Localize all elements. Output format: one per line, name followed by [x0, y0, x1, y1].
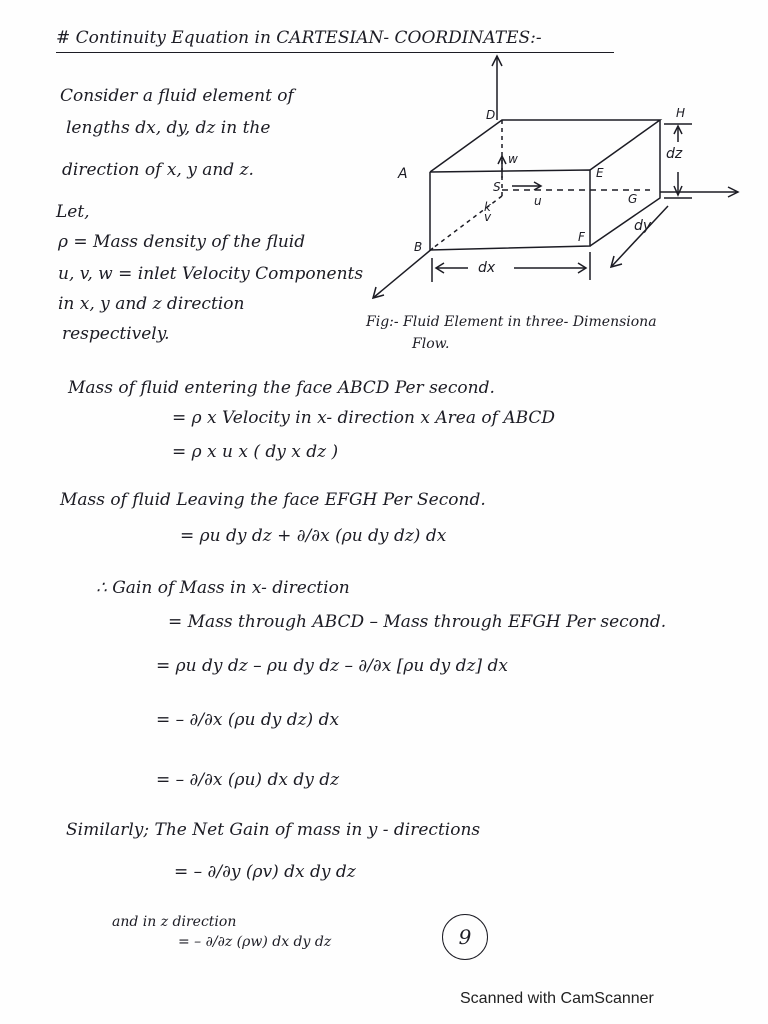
similarly-heading: Similarly; The Net Gain of mass in y - directions [66, 820, 481, 840]
page-title: # Continuity Equation in CARTESIAN- COORDINATES:- [56, 28, 542, 48]
label-a: A [398, 166, 408, 182]
leaving-line-1: = ρu dy dz + ∂/∂x (ρu dy dz) dx [180, 526, 447, 546]
y-axis-line [373, 248, 433, 298]
entering-heading: Mass of fluid entering the face ABCD Per second. [68, 378, 495, 398]
similarly-line-1: = – ∂/∂y (ρv) dx dy dz [174, 862, 356, 882]
figure-caption: Fig:- Fluid Element in three- Dimensiona [366, 314, 657, 330]
label-s: S [493, 180, 501, 194]
top-face [430, 120, 660, 172]
z-direction-heading: and in z direction [112, 914, 237, 930]
z-direction-line-1: = – ∂/∂z (ρw) dx dy dz [178, 934, 332, 950]
label-k: k [484, 200, 491, 214]
label-e: E [596, 166, 604, 180]
label-b: B [414, 240, 423, 254]
hidden-edge-diagonal [433, 196, 502, 248]
label-f: F [578, 230, 585, 244]
label-dy: dy [634, 218, 652, 234]
label-v: v [484, 210, 492, 224]
gain-x-line-2: = ρu dy dz – ρu dy dz – ∂/∂x [ρu dy dz] dx [156, 656, 508, 676]
intro-line-1: Consider a fluid element of [60, 86, 294, 106]
label-dx: dx [478, 260, 496, 276]
intro-line-2: lengths dx, dy, dz in the [66, 118, 271, 138]
entering-line-2: = ρ x u x ( dy x dz ) [172, 442, 339, 462]
let-line-respectively: respectively. [62, 324, 170, 344]
gain-x-line-1: = Mass through ABCD – Mass through EFGH Per second. [168, 612, 667, 632]
page-number: 9 [442, 914, 488, 960]
gain-x-line-3: = – ∂/∂x (ρu dy dz) dx [156, 710, 340, 730]
scanner-watermark: Scanned with CamScanner [460, 990, 654, 1007]
let-heading: Let, [56, 202, 90, 222]
label-u: u [534, 194, 542, 208]
let-line-velocity: u, v, w = inlet Velocity Components [58, 264, 364, 284]
label-h: H [676, 106, 686, 120]
let-line-direction: in x, y and z direction [58, 294, 245, 314]
label-d: D [486, 108, 496, 122]
gain-x-line-4: = – ∂/∂x (ρu) dx dy dz [156, 770, 340, 790]
let-line-density: ρ = Mass density of the fluid [58, 232, 306, 252]
figure-caption-line-2: Flow. [412, 336, 450, 352]
entering-line-1: = ρ x Velocity in x- direction x Area of ABCD [172, 408, 556, 428]
label-w: w [508, 152, 518, 166]
label-dz: dz [666, 146, 683, 162]
intro-line-3: direction of x, y and z. [62, 160, 254, 180]
gain-x-heading: ∴ Gain of Mass in x- direction [96, 578, 350, 598]
label-g: G [628, 192, 638, 206]
dy-arrow [612, 206, 668, 266]
leaving-heading: Mass of fluid Leaving the face EFGH Per Second. [60, 490, 486, 510]
front-face-abfe [430, 170, 590, 250]
